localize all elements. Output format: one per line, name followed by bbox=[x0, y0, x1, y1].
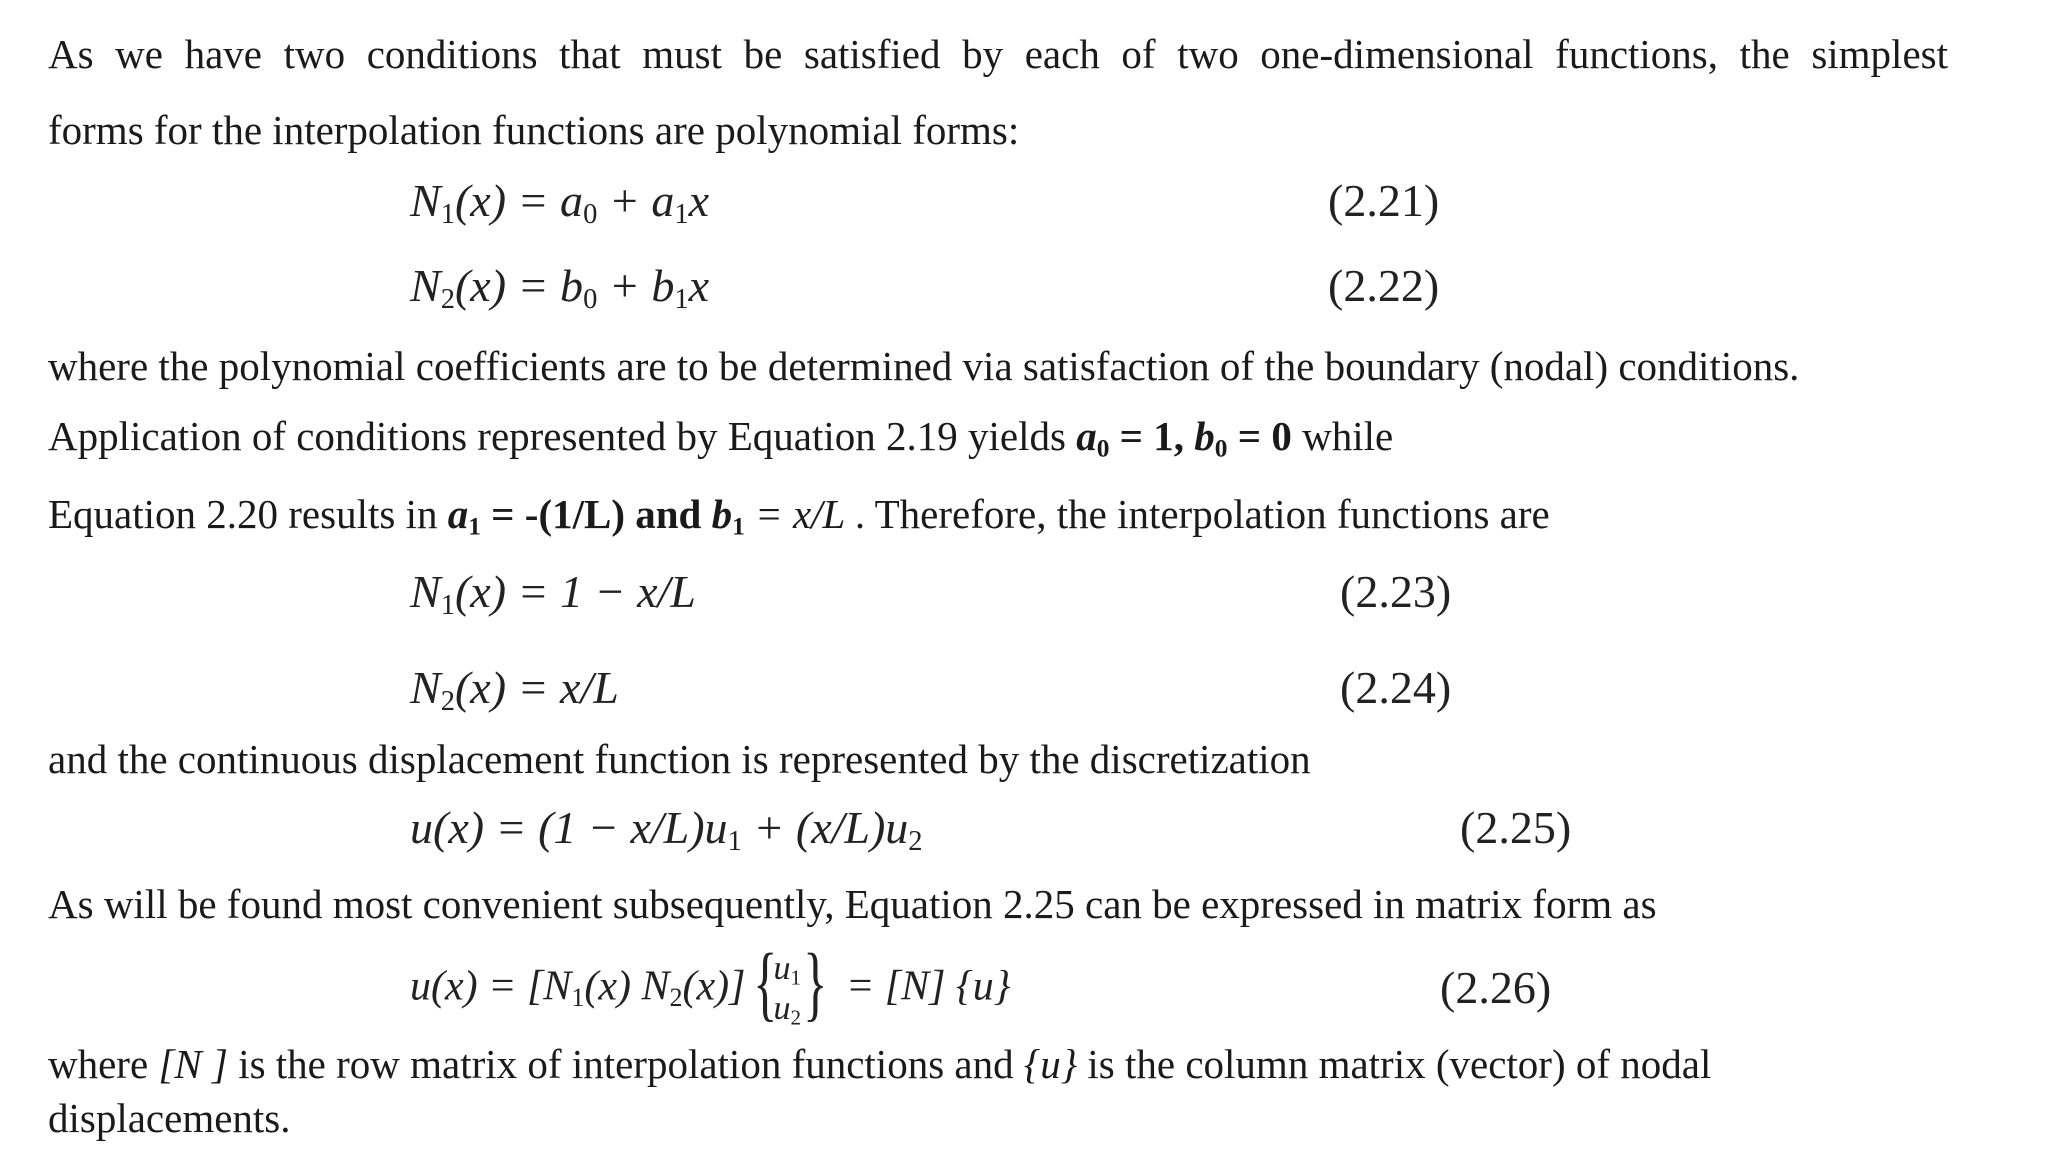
p2-line2-text-b: while bbox=[1291, 413, 1394, 459]
vector-top-symbol: u bbox=[773, 950, 791, 987]
p2-line2-text-a: Application of conditions represented by Equation 2.19 yields bbox=[48, 413, 1077, 459]
left-brace: { bbox=[753, 937, 778, 1030]
eq223-lhs-sub: 1 bbox=[440, 590, 455, 622]
eq221-lhs-sub: 1 bbox=[440, 199, 455, 231]
eq224-lhs: N bbox=[410, 662, 441, 713]
eq226-sub-2: 2 bbox=[669, 983, 683, 1013]
eq226-text-a: u(x) = [N bbox=[410, 963, 572, 1010]
vector-top-entry bbox=[773, 950, 802, 990]
equation-2-23 bbox=[410, 564, 696, 620]
a0-symbol: a bbox=[1076, 413, 1097, 459]
b1-sub: 1 bbox=[732, 512, 745, 541]
b0-symbol: b bbox=[1194, 413, 1215, 459]
paragraph-2-line-2 bbox=[48, 412, 1394, 463]
paragraph-1-line-2: forms for the interpolation functions are polynomial forms: bbox=[48, 107, 1020, 153]
eq225-text-b: + (x/L)u bbox=[741, 802, 909, 853]
p2-line3-text-b: . Therefore, the interpolation functions are bbox=[854, 491, 1550, 537]
paragraph-5-line-1 bbox=[48, 1040, 1711, 1088]
a1-symbol: a bbox=[447, 491, 469, 537]
nodal-vector bbox=[745, 937, 835, 1030]
paragraph-1-line-1: As we have two conditions that must be satisfied by each of two one-dimensional functions, the simplest bbox=[48, 31, 1948, 77]
eq226-text-b: (x) N bbox=[584, 963, 670, 1010]
eq224-lhs-sub: 2 bbox=[440, 686, 455, 718]
paragraph-5-line-2: displacements. bbox=[48, 1095, 291, 1141]
eq222-tail: x bbox=[688, 260, 710, 311]
eq222-t2-sub: 1 bbox=[674, 284, 689, 316]
a0-rhs: = 1, bbox=[1109, 413, 1195, 459]
equation-number-2-22: (2.22) bbox=[1328, 260, 1440, 311]
equation-2-22 bbox=[410, 258, 709, 314]
vector-bottom-entry bbox=[773, 990, 802, 1030]
equation-2-24 bbox=[410, 660, 619, 716]
eq225-sub-1: 1 bbox=[727, 826, 742, 858]
b1-symbol: b bbox=[711, 491, 733, 537]
equation-number-2-24: (2.24) bbox=[1340, 662, 1452, 713]
equation-number-2-21: (2.21) bbox=[1328, 175, 1440, 226]
eq221-rest: (x) = a bbox=[454, 175, 584, 226]
b0-sub: 0 bbox=[1214, 434, 1228, 463]
eq223-lhs: N bbox=[410, 566, 441, 617]
a0-sub: 0 bbox=[1096, 434, 1110, 463]
equation-number-2-26: (2.26) bbox=[1440, 962, 1552, 1013]
eq221-tail: x bbox=[688, 175, 710, 226]
equation-2-26 bbox=[410, 937, 1011, 1030]
eq226-text-c: (x)] bbox=[682, 963, 746, 1010]
p5-text-c: is the column matrix (vector) of nodal bbox=[1077, 1041, 1712, 1087]
paragraph-3-line-1: and the continuous displacement function is represented by the discretization bbox=[48, 736, 1311, 782]
paragraph-2-line-3 bbox=[48, 490, 1550, 541]
eq222-t1-sub: 0 bbox=[583, 284, 598, 316]
u-vector-symbol: {u} bbox=[1023, 1041, 1078, 1087]
vector-bottom-sub: 2 bbox=[790, 1005, 802, 1030]
eq222-mid: + b bbox=[597, 260, 675, 311]
eq222-rest: (x) = b bbox=[454, 260, 584, 311]
a1-rhs: = -(1/L) and bbox=[480, 491, 712, 537]
right-brace: } bbox=[803, 937, 828, 1030]
b0-rhs: = 0 bbox=[1227, 413, 1292, 459]
equation-number-2-23: (2.23) bbox=[1340, 566, 1452, 617]
eq223-rest: (x) = 1 − x/L bbox=[454, 566, 696, 617]
paragraph-2-line-1: where the polynomial coefficients are to be determined via satisfaction of the boundary (nodal) conditions. bbox=[48, 343, 1800, 389]
p2-line3-text-a: Equation 2.20 results in bbox=[48, 491, 448, 537]
eq221-t2-sub: 1 bbox=[674, 199, 689, 231]
eq226-text-d: = [N] {u} bbox=[835, 963, 1011, 1010]
b1-rhs: = x/L bbox=[744, 491, 855, 537]
eq221-t1-sub: 0 bbox=[583, 199, 598, 231]
p5-text-a: where bbox=[48, 1041, 159, 1087]
eq222-lhs: N bbox=[410, 260, 441, 311]
eq224-rest: (x) = x/L bbox=[454, 662, 619, 713]
eq225-text-a: u(x) = (1 − x/L)u bbox=[410, 802, 728, 853]
eq221-lhs: N bbox=[410, 175, 441, 226]
n-matrix-symbol: [N ] bbox=[158, 1041, 228, 1087]
equation-2-21 bbox=[410, 173, 709, 229]
equation-2-25 bbox=[410, 800, 923, 856]
eq226-sub-1: 1 bbox=[571, 983, 585, 1013]
eq221-mid: + a bbox=[597, 175, 675, 226]
eq225-sub-2: 2 bbox=[908, 826, 923, 858]
eq222-lhs-sub: 2 bbox=[440, 284, 455, 316]
equation-number-2-25: (2.25) bbox=[1460, 802, 1572, 853]
a1-sub: 1 bbox=[468, 512, 481, 541]
vector-bottom-symbol: u bbox=[773, 990, 791, 1027]
vector-top-sub: 1 bbox=[790, 965, 802, 990]
p5-text-b: is the row matrix of interpolation functions and bbox=[227, 1041, 1024, 1087]
paragraph-4-line-1: As will be found most convenient subsequently, Equation 2.25 can be expressed in matrix form as bbox=[48, 881, 1657, 927]
